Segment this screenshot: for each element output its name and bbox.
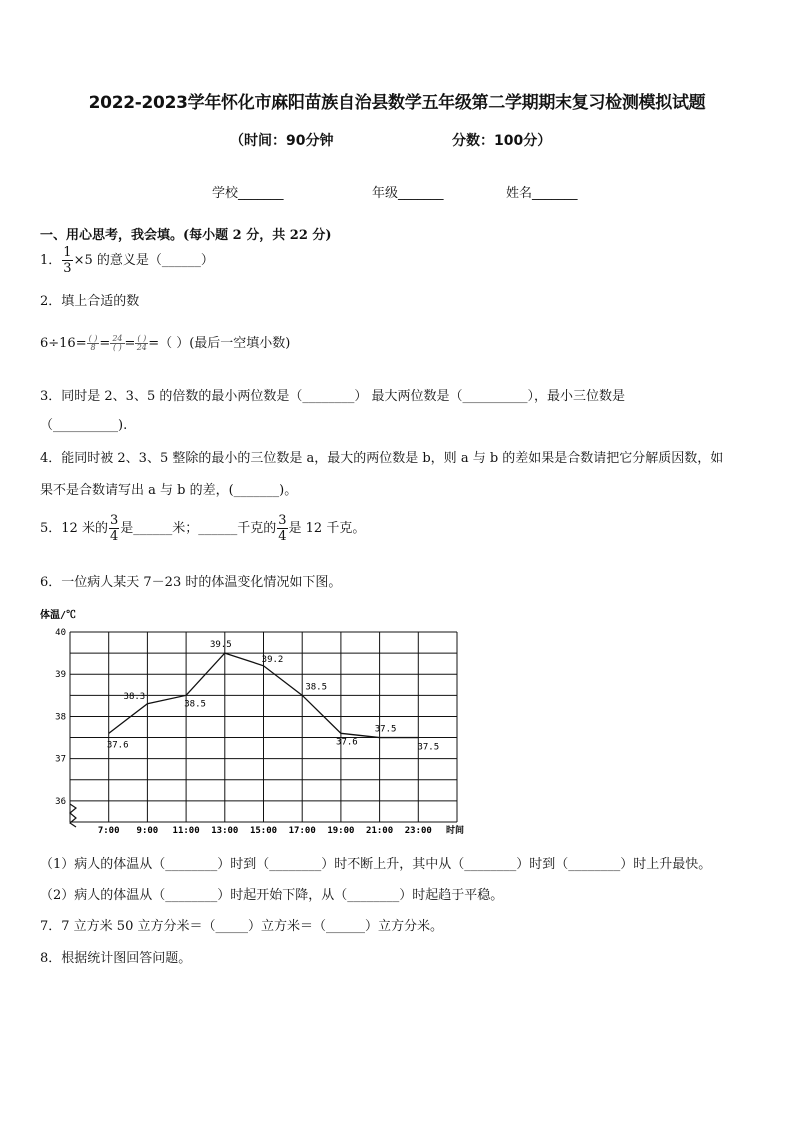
chart-x-ticks: [98, 826, 432, 836]
chart-y-ticks: [55, 628, 66, 807]
question-6-sub2: （2）病人的体温从（________）时起开始下降，从（________）时起趋于平稳。: [40, 888, 504, 903]
data-label: 37.5: [374, 724, 397, 735]
x-tick-label: 23:00: [404, 826, 432, 836]
q2-fraction-1: ( ) 8: [88, 334, 98, 352]
temperature-chart: [30, 600, 490, 842]
question-4-line2: 果不是合数请写出 a 与 b 的差，(_______)。: [40, 483, 298, 498]
data-label: 37.5: [417, 742, 440, 753]
x-tick-label: 7:00: [97, 826, 120, 836]
question-6-sub1: （1）病人的体温从（________）时到（________）时不断上升，其中从（________）时到（________）时上升最快。: [40, 857, 712, 872]
school-field: 学校_______: [212, 186, 284, 201]
q5-fraction-1: $\frac{3}{4}$: [109, 513, 119, 544]
x-tick-label: 9:00: [136, 826, 159, 836]
x-tick-label: 13:00: [211, 826, 239, 836]
exam-score: 分数：100分）: [452, 133, 552, 149]
x-tick-label: 19:00: [327, 826, 355, 836]
data-label: 38.5: [305, 682, 328, 693]
y-tick-label: 40: [55, 628, 66, 638]
question-8: 8．根据统计图回答问题。: [40, 951, 192, 966]
q2-fraction-3: ( ) 24: [136, 334, 147, 352]
question-3-line2: （__________).: [40, 418, 128, 433]
x-tick-label: 15:00: [249, 826, 278, 836]
chart-data-labels: [107, 640, 439, 752]
y-tick-label: 36: [55, 796, 66, 807]
grade-field: 年级_______: [372, 186, 444, 201]
q1-number: 1．: [40, 253, 62, 268]
y-tick-label: 37: [55, 754, 66, 765]
question-7: 7．7 立方米 50 立方分米＝（_____）立方米＝（______）立方分米。: [40, 919, 443, 934]
section-heading: 一、用心思考，我会填。(每小题 2 分，共 22 分): [40, 228, 332, 243]
axis-break-mark: [70, 804, 76, 827]
data-label: 37.6: [106, 740, 129, 751]
page-title: 2022-2023学年怀化市麻阳苗族自治县数学五年级第二学期期末复习检测模拟试题: [88, 93, 706, 113]
q2-fraction-2: 24 ( ): [112, 334, 123, 352]
x-tick-label: 21:00: [366, 826, 394, 836]
data-label: 39.5: [209, 640, 232, 651]
x-tick-label: 17:00: [288, 826, 316, 836]
q1-fraction: $\frac{1}{3}$: [63, 245, 72, 276]
question-2-title: 2．填上合适的数: [40, 294, 140, 309]
data-label: 38.3: [123, 691, 146, 702]
question-3-line1: 3．同时是 2、3、5 的倍数的最小两位数是（________） 最大两位数是（__________），最小三位数是: [40, 389, 625, 404]
question-4-line1: 4．能同时被 2、3、5 整除的最小的三位数是 a，最大的两位数是 b，则 a 与 b 的差如果是合数请把它分解质因数，如: [40, 451, 724, 466]
exam-time: （时间：90分钟: [230, 133, 334, 149]
y-tick-label: 38: [55, 712, 66, 723]
question-1: [40, 246, 214, 275]
name-field: 姓名_______: [506, 186, 578, 201]
question-2-equation: 6÷16= ( ) 8 = 24 ( ) = ( ) 24 =（ ）(最后一空填小数): [40, 334, 291, 352]
data-label: 37.6: [336, 737, 358, 748]
x-tick-label: 11:00: [172, 826, 200, 836]
y-tick-label: 39: [55, 670, 66, 681]
chart-y-label: 体温/℃: [40, 610, 77, 621]
question-5: 5．12 米的 $\frac{3}{4}$ 是______米；______千克的 $\frac{3}{4}$ 是 12 千克。: [40, 513, 366, 544]
q1-text: ×5 的意义是（______）: [73, 253, 214, 268]
data-label: 38.5: [184, 699, 206, 710]
question-6: 6．一位病人某天 7－23 时的体温变化情况如下图。: [40, 575, 342, 590]
data-label: 39.2: [261, 654, 284, 665]
chart-x-label: 时间: [446, 826, 465, 836]
q5-fraction-2: $\frac{3}{4}$: [278, 513, 287, 544]
